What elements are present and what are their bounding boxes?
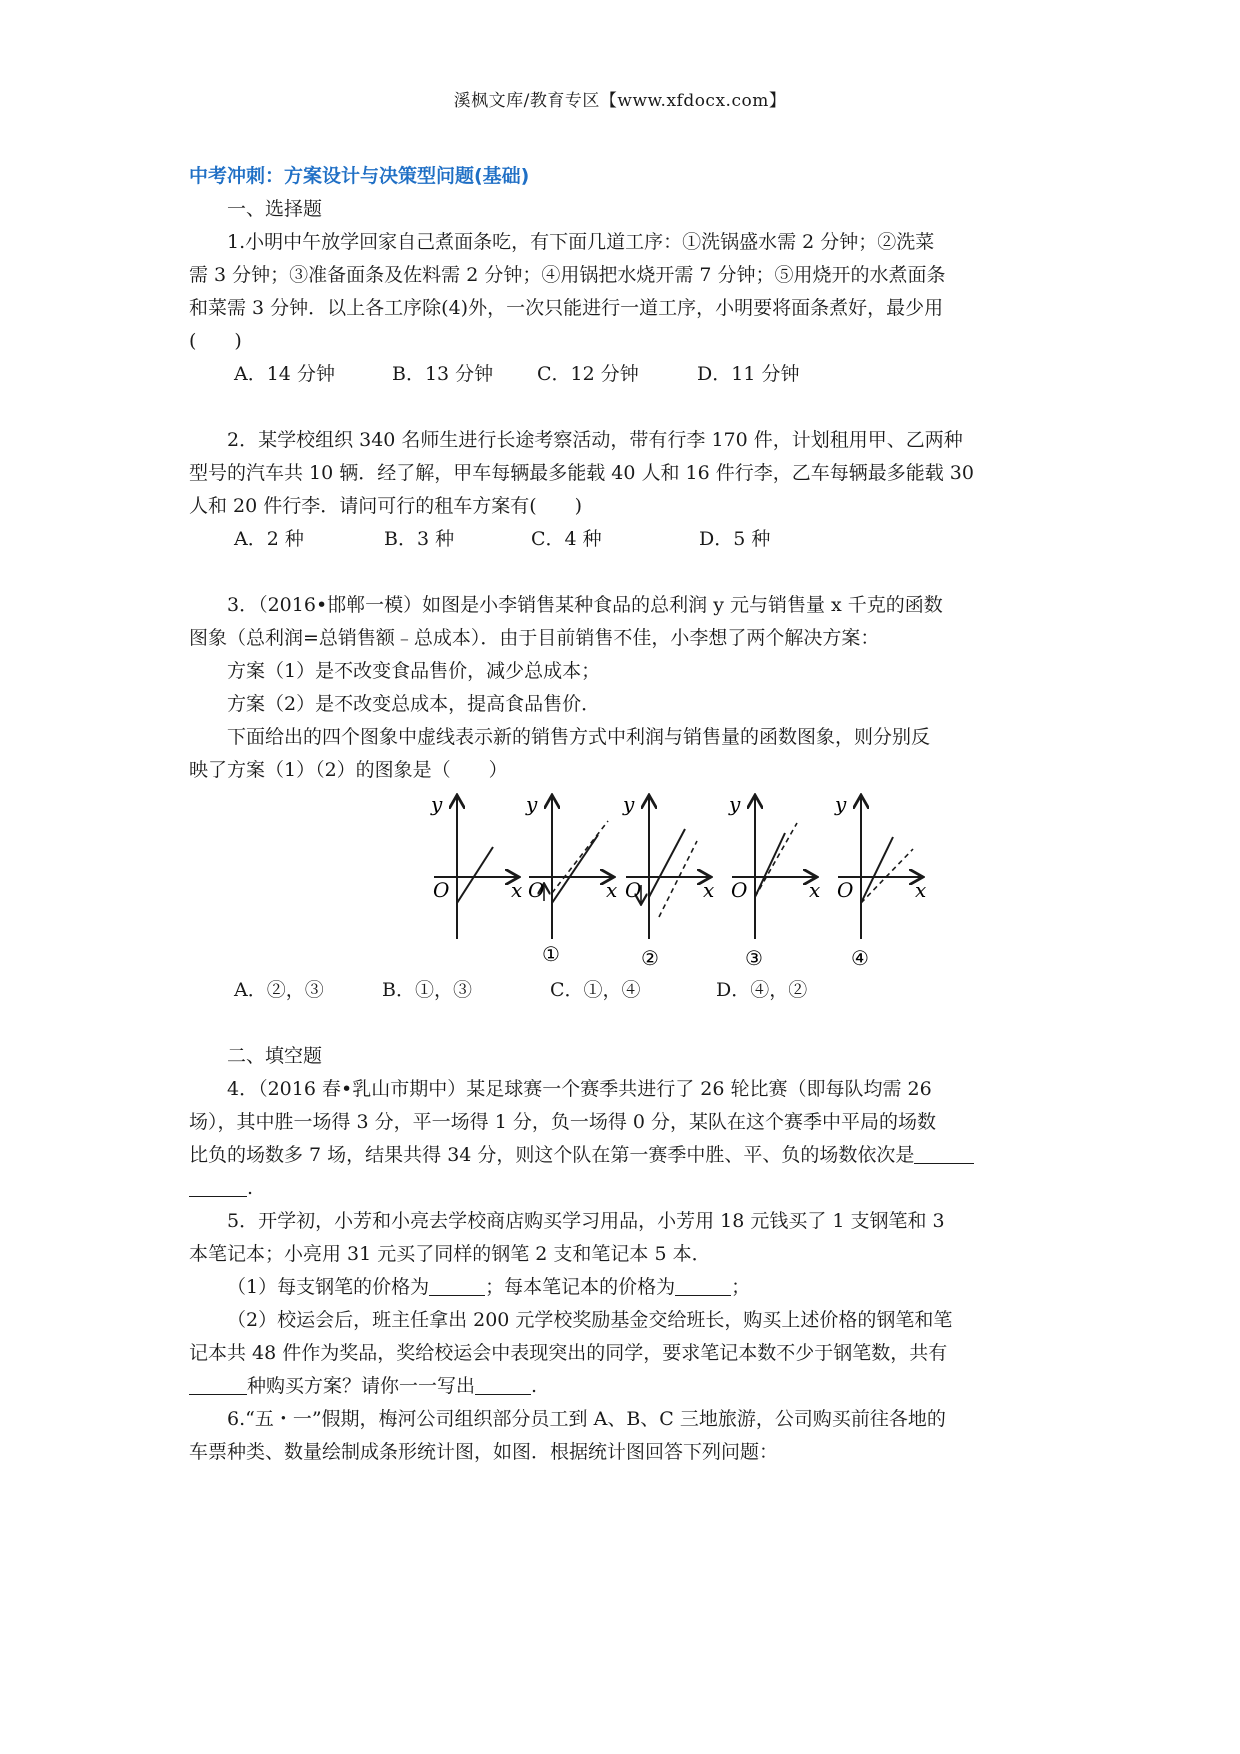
- q4-line: [189, 1172, 1051, 1205]
- q1-option-c: C．12 分钟: [537, 363, 639, 385]
- q2-option-a: A．2 种: [234, 528, 304, 550]
- q3-line: 方案（1）是不改变食品售价，减少总成本；: [227, 660, 601, 682]
- y-axis-label: y: [623, 792, 635, 816]
- q2-option-c: C．4 种: [531, 528, 602, 550]
- q5-line: 5．开学初，小芳和小亮去学校商店购买学习用品，小芳用 18 元钱买了 1 支钢笔和 3: [227, 1210, 945, 1232]
- q3-option-a: A．②，③: [234, 979, 324, 1001]
- q3-line: 下面给出的四个图象中虚线表示新的销售方式中利润与销售量的函数图象，则分别反: [227, 726, 931, 748]
- q3-option-c: C．①，④: [550, 979, 641, 1001]
- q3-option-b: B．①，③: [382, 979, 472, 1001]
- q5-sub1-text: ；每本笔记本的价格为: [485, 1276, 676, 1298]
- origin-label: O: [625, 878, 642, 902]
- section-heading-choice: 一、选择题: [227, 198, 323, 220]
- graph-3: [727, 789, 827, 974]
- y-axis-label: y: [729, 792, 741, 816]
- origin-label: O: [837, 878, 854, 902]
- q1-line: ( ): [189, 330, 242, 352]
- q5-sub1-text: ；: [731, 1276, 751, 1298]
- q4-line: [189, 1139, 1051, 1172]
- y-axis-label: y: [526, 792, 538, 816]
- question-3: [189, 589, 1051, 1007]
- answer-blank[interactable]: [189, 1174, 247, 1197]
- question-6: [189, 1403, 1051, 1469]
- graph-number: ④: [851, 946, 869, 970]
- q5-sub2-text: .: [531, 1375, 538, 1397]
- q2-option-d: D．5 种: [699, 528, 771, 550]
- q3-function-graphs: [429, 789, 1051, 974]
- y-axis-label: y: [431, 792, 443, 816]
- q1-line: 需 3 分钟；③准备面条及佐料需 2 分钟；④用锅把水烧开需 7 分钟；⑤用烧开的水煮面条: [189, 264, 946, 286]
- question-2: [189, 424, 1051, 556]
- q2-line: 人和 20 件行李．请问可行的租车方案有( ): [189, 495, 583, 517]
- q1-option-a: A．14 分钟: [234, 363, 335, 385]
- q5-sub2-line: （2）校运会后，班主任拿出 200 元学校奖励基金交给班长，购买上述价格的钢笔和笔: [227, 1309, 953, 1331]
- q4-line: 4．（2016 春•乳山市期中）某足球赛一个赛季共进行了 26 轮比赛（即每队均需 26: [227, 1078, 932, 1100]
- x-axis-label: x: [809, 878, 821, 902]
- answer-blank[interactable]: [914, 1141, 974, 1164]
- answer-blank[interactable]: [429, 1273, 485, 1296]
- q6-line: 6.“五・一”假期，梅河公司组织部分员工到 A、B、C 三地旅游，公司购买前往各地的: [227, 1408, 946, 1430]
- q3-line: 图象（总利润=总销售额﹣总成本）．由于目前销售不佳，小李想了两个解决方案：: [189, 627, 880, 649]
- q6-line: 车票种类、数量绘制成条形统计图，如图．根据统计图回答下列问题：: [189, 1441, 779, 1463]
- graph-4: [833, 789, 933, 974]
- graph-1: [524, 789, 624, 974]
- q3-line: 方案（2）是不改变总成本，提高食品售价．: [227, 693, 601, 715]
- q1-line: 和菜需 3 分钟．以上各工序除(4)外，一次只能进行一道工序，小明要将面条煮好，最少用: [189, 297, 944, 319]
- q3-line: 映了方案（1）（2）的图象是（ ）: [189, 759, 508, 781]
- q2-option-b: B．3 种: [384, 528, 455, 550]
- origin-label: O: [433, 878, 450, 902]
- x-axis-label: x: [915, 878, 927, 902]
- x-axis-label: x: [703, 878, 715, 902]
- q5-sub1-text: （1）每支钢笔的价格为: [227, 1276, 430, 1298]
- graph-number: ③: [745, 946, 763, 970]
- answer-blank[interactable]: [189, 1372, 247, 1395]
- q2-options: [189, 523, 1051, 556]
- q4-line-text: 比负的场数多 7 场，结果共得 34 分，则这个队在第一赛季中胜、平、负的场数依次是: [189, 1144, 915, 1166]
- document-title: 中考冲刺：方案设计与决策型问题(基础): [189, 165, 530, 187]
- question-5: [189, 1205, 1051, 1403]
- q5-sub1: [189, 1271, 1051, 1304]
- graph-number: ②: [641, 946, 659, 970]
- q1-option-b: B．13 分钟: [392, 363, 494, 385]
- q4-line: 场），其中胜一场得 3 分，平一场得 1 分，负一场得 0 分，某队在这个赛季中平局的场数: [189, 1111, 937, 1133]
- graph-number: ①: [542, 942, 560, 966]
- q3-options: [189, 974, 1051, 1007]
- q5-line: 本笔记本；小亮用 31 元买了同样的钢笔 2 支和笔记本 5 本．: [189, 1243, 711, 1265]
- origin-label: O: [731, 878, 748, 902]
- answer-blank[interactable]: [675, 1273, 731, 1296]
- q4-line-end: .: [247, 1177, 254, 1199]
- q1-options: [189, 358, 1051, 391]
- x-axis-label: x: [511, 878, 523, 902]
- answer-blank[interactable]: [475, 1372, 531, 1395]
- q3-line: 3．（2016•邯郸一模）如图是小李销售某种食品的总利润 y 元与销售量 x 千克的函数: [227, 594, 943, 616]
- q5-sub2-text: 种购买方案？请你一一写出: [247, 1375, 476, 1397]
- question-4: [189, 1073, 1051, 1205]
- q2-line: 2．某学校组织 340 名师生进行长途考察活动，带有行李 170 件，计划租用甲、乙两种: [227, 429, 963, 451]
- q5-sub2-line: 记本共 48 件作为奖品，奖给校运会中表现突出的同学，要求笔记本数不少于钢笔数，共有: [189, 1342, 948, 1364]
- graph-original: [429, 789, 529, 949]
- graph-2: [621, 789, 721, 974]
- document-body: [189, 160, 1051, 1469]
- y-axis-label: y: [835, 792, 847, 816]
- page-header: 溪枫文库/教育专区【www.xfdocx.com】: [453, 91, 787, 111]
- q1-option-d: D．11 分钟: [697, 363, 800, 385]
- origin-label: O: [528, 878, 545, 902]
- q1-line: 1.小明中午放学回家自己煮面条吃，有下面几道工序：①洗锅盛水需 2 分钟；②洗菜: [227, 231, 935, 253]
- q3-option-d: D．④，②: [716, 979, 808, 1001]
- x-axis-label: x: [606, 878, 618, 902]
- q2-line: 型号的汽车共 10 辆．经了解，甲车每辆最多能载 40 人和 16 件行李，乙车每辆最多能载 30: [189, 462, 974, 484]
- section-heading-fill: 二、填空题: [227, 1045, 323, 1067]
- question-1: [189, 226, 1051, 391]
- q5-sub2-line: [189, 1370, 1051, 1403]
